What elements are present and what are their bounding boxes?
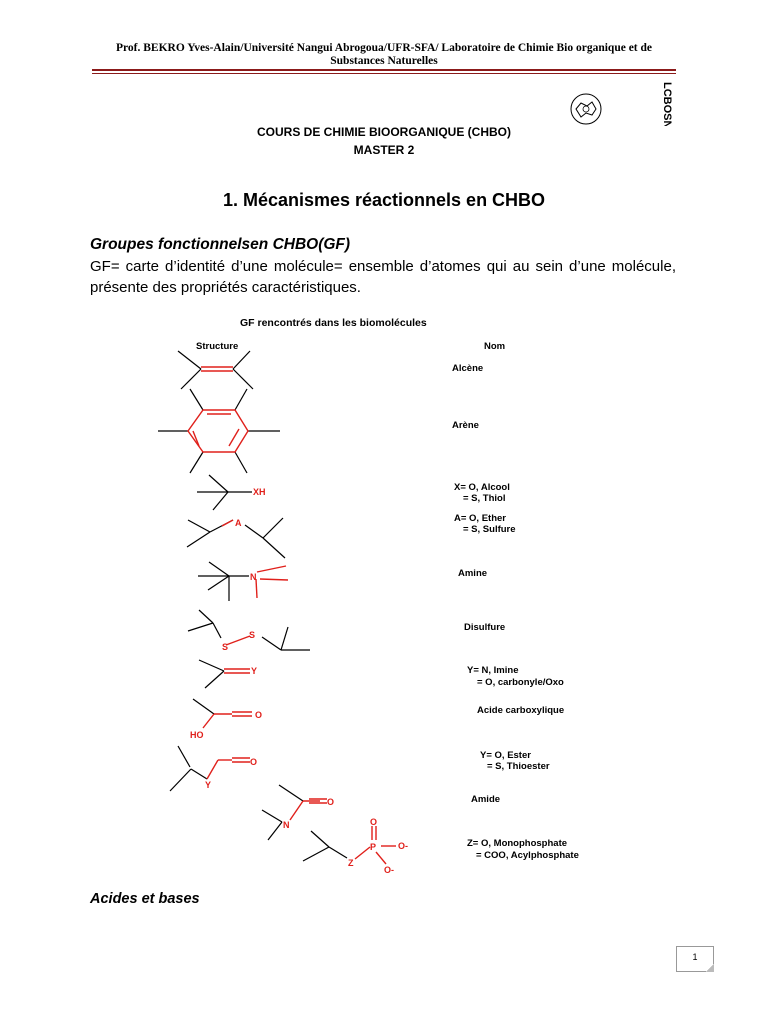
header-rule [92, 69, 676, 71]
lab-acronym-text: LCBOSN [661, 82, 673, 126]
name-thiol: = S, Thiol [463, 493, 506, 504]
atom-o-ester: O [250, 757, 258, 767]
name-amine: Amine [458, 568, 488, 579]
name-sulfure: = S, Sulfure [463, 524, 516, 535]
atom-p: P [370, 842, 377, 852]
atom-ho: HO [190, 730, 204, 740]
column-name-label: Nom [484, 341, 506, 352]
definition-paragraph: GF= carte d’identité d’une molécule= ensemble d’atomes qui au sein d’une molécule, présente des propriétés caractéristiques. [90, 258, 676, 296]
header-line-2: Substances Naturelles [330, 55, 438, 67]
subheading: Groupes fonctionnelsen CHBO(GF) [90, 236, 351, 253]
name-thioester: = S, Thioester [487, 761, 550, 772]
name-monophosphate: Z= O, Monophosphate [467, 838, 568, 849]
name-acide: Acide carboxylique [477, 705, 565, 716]
atom-xh: XH [253, 487, 266, 497]
name-alcene: Alcène [452, 363, 484, 374]
name-amide: Amide [471, 794, 501, 805]
course-level: MASTER 2 [353, 143, 415, 157]
section-title: 1. Mécanismes réactionnels en CHBO [222, 190, 546, 210]
atom-o-minus-right: O- [398, 841, 408, 851]
header-rule-thin [92, 73, 676, 74]
atom-o-minus-bottom: O- [384, 865, 394, 875]
header-line-1: Prof. BEKRO Yves-Alain/Université Nangui Abrogoua/UFR-SFA/ Laboratoire de Chimie Bio organique et de [115, 42, 653, 54]
name-imine: Y= N, Imine [467, 665, 519, 676]
page-header [60, 42, 708, 68]
atom-y-imine: Y [251, 666, 258, 676]
lab-logo-icon [566, 92, 606, 126]
name-acylphosphate: = COO, Acylphosphate [476, 850, 579, 861]
next-section-heading: Acides et bases [90, 891, 200, 907]
atom-n-amine: N [250, 572, 257, 582]
atom-o-phosphate-top: O [370, 817, 378, 827]
atom-n-amide: N [283, 820, 290, 830]
name-disulfure: Disulfure [464, 622, 506, 633]
atom-a: A [235, 518, 242, 528]
name-arene: Arène [452, 420, 479, 431]
atom-s-1: S [222, 642, 229, 652]
atom-z: Z [348, 858, 354, 868]
atom-y-ester: Y [205, 780, 212, 790]
atom-o-acid: O [255, 710, 263, 720]
name-alcool: X= O, Alcool [454, 482, 510, 493]
course-title: COURS DE CHIMIE BIOORGANIQUE (CHBO) [256, 125, 511, 139]
column-structure-label: Structure [196, 341, 239, 352]
atom-s-2: S [249, 630, 256, 640]
name-ester: Y= O, Ester [480, 750, 531, 761]
lab-acronym-logo [655, 78, 673, 127]
page-number: 1 [676, 946, 714, 972]
figure-title: GF rencontrés dans les biomolécules [240, 317, 427, 329]
atom-o-amide: O [327, 797, 335, 807]
name-ether: A= O, Ether [454, 513, 506, 524]
name-carbonyle: = O, carbonyle/Oxo [477, 677, 564, 688]
